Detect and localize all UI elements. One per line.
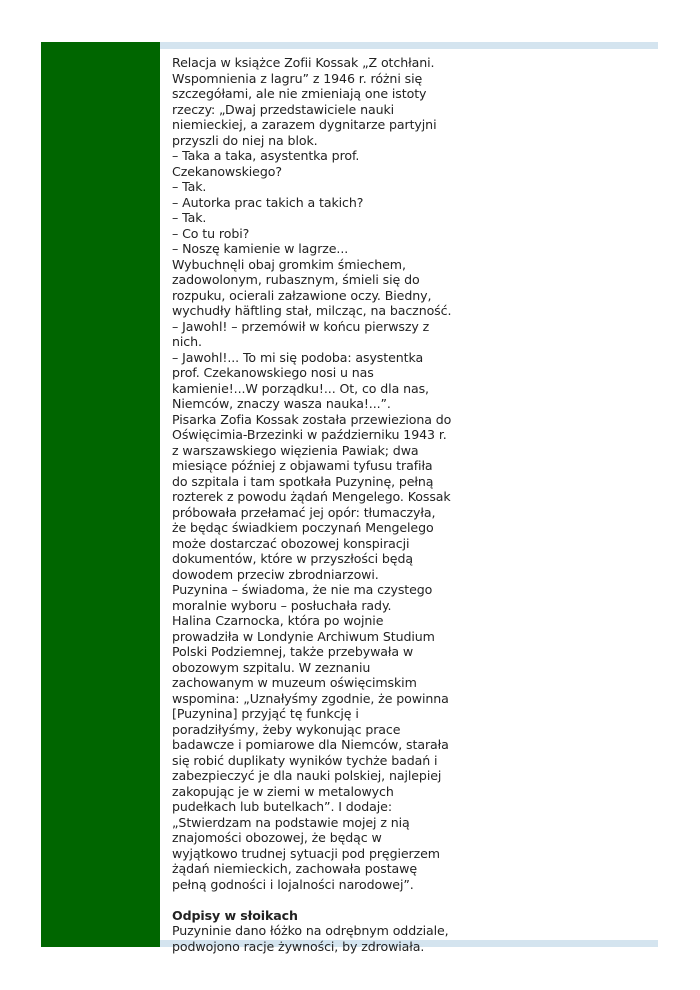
text-line: zakopując je w ziemi w metalowych (172, 783, 394, 799)
text-line: z warszawskiego więzienia Pawiak; dwa (172, 442, 419, 458)
text-line: – Noszę kamienie w lagrze... (172, 241, 349, 256)
section-heading: Odpisy w słoikach (172, 907, 298, 923)
text-line: „Stwierdzam na podstawie mojej z nią (172, 814, 410, 830)
text-line: prof. Czekanowskiego nosi u nas (172, 365, 374, 380)
article-body (172, 55, 472, 954)
text-line: – Jawohl! – przemówił w końcu pierwszy z (172, 318, 430, 334)
text-line: Niemców, znaczy wasza nauka!...”. (172, 396, 391, 411)
text-line: miesiące później z objawami tyfusu trafiła (172, 458, 433, 473)
article-text-part-1 (172, 55, 472, 892)
text-line: zachowanym w muzeum oświęcimskim (172, 675, 417, 690)
text-line: rzeczy: „Dwaj przedstawiciele nauki (172, 101, 395, 117)
text-line: [Puzynina] przyjąć tę funkcję i (172, 706, 359, 721)
text-line: się robić duplikaty wyników tychże badań i (172, 752, 438, 768)
text-line: może dostarczać obozowej konspiracji (172, 535, 410, 551)
article-text-part-2 (172, 923, 472, 954)
text-line: dokumentów, które w przyszłości będą (172, 551, 413, 566)
text-line: Czekanowskiego? (172, 163, 282, 179)
text-line: zadowolonym, rubasznym, śmieli się do (172, 272, 420, 287)
text-line: próbowała przełamać jej opór: tłumaczyła, (172, 504, 436, 520)
text-line: Pisarka Zofia Kossak została przewieziona do (172, 411, 452, 427)
text-line: poradziłyśmy, żeby wykonując prace (172, 721, 401, 737)
text-line: – Tak. (172, 179, 207, 194)
text-line: Relacja w książce Zofii Kossak „Z otchłani. (172, 55, 435, 70)
text-line: szczegółami, ale nie zmieniają one istoty (172, 86, 427, 101)
text-line: że będąc świadkiem poczynań Mengelego (172, 520, 434, 535)
text-line: wspomina: „Uznałyśmy zgodnie, że powinna (172, 690, 449, 706)
top-divider-strip (160, 42, 658, 49)
text-line: – Taka a taka, asystentka prof. (172, 148, 360, 163)
text-line: wychudły häftling stał, milcząc, na baczność. (172, 303, 452, 318)
text-line: – Autorka prac takich a takich? (172, 194, 364, 210)
paragraph-spacer (172, 892, 472, 908)
text-line: do szpitala i tam spotkała Puzyninę, pełną (172, 473, 434, 489)
text-line: – Tak. (172, 210, 207, 225)
text-line: rozpuku, ocierali załzawione oczy. Biedny, (172, 287, 432, 303)
accent-sidebar-bar (41, 42, 160, 947)
text-line: prowadziła w Londynie Archiwum Studium (172, 628, 435, 644)
text-line: dowodem przeciw zbrodniarzowi. (172, 566, 379, 582)
text-line: znajomości obozowej, że będąc w (172, 830, 382, 845)
text-line: – Jawohl!... To mi się podoba: asystentka (172, 349, 424, 365)
text-line: niemieckiej, a zarazem dygnitarze partyjni (172, 117, 437, 132)
text-line: pełną godności i lojalności narodowej”. (172, 876, 414, 892)
text-line: kamienie!...W porządku!... Ot, co dla nas, (172, 380, 429, 396)
text-line: Halina Czarnocka, która po wojnie (172, 613, 384, 628)
text-line: Polski Podziemnej, także przebywała w (172, 644, 414, 659)
text-line: moralnie wyboru – posłuchała rady. (172, 597, 392, 613)
text-line: Puzyninie dano łóżko na odrębnym oddziale, (172, 923, 449, 938)
text-line: obozowym szpitalu. W zeznaniu (172, 659, 371, 675)
text-line: żądań niemieckich, zachowała postawę (172, 861, 418, 876)
text-line: rozterek z powodu żądań Mengelego. Kossak (172, 489, 451, 504)
text-line: – Co tu robi? (172, 225, 250, 241)
text-line: Wybuchnęli obaj gromkim śmiechem, (172, 256, 406, 272)
text-line: nich. (172, 334, 202, 349)
text-line: zabezpieczyć je dla nauki polskiej, najlepiej (172, 768, 442, 783)
text-line: podwojono racje żywności, by zdrowiała. (172, 938, 425, 954)
text-line: Oświęcimia-Brzezinki w październiku 1943 r. (172, 427, 447, 442)
text-line: pudełkach lub butelkach”. I dodaje: (172, 799, 392, 814)
text-line: wyjątkowo trudnej sytuacji pod pręgierzem (172, 845, 440, 861)
text-line: Wspomnienia z lagru” z 1946 r. różni się (172, 70, 423, 86)
text-line: badawcze i pomiarowe dla Niemców, starała (172, 737, 449, 752)
text-line: przyszli do niej na blok. (172, 132, 318, 148)
text-line: Puzynina – świadoma, że nie ma czystego (172, 582, 433, 597)
